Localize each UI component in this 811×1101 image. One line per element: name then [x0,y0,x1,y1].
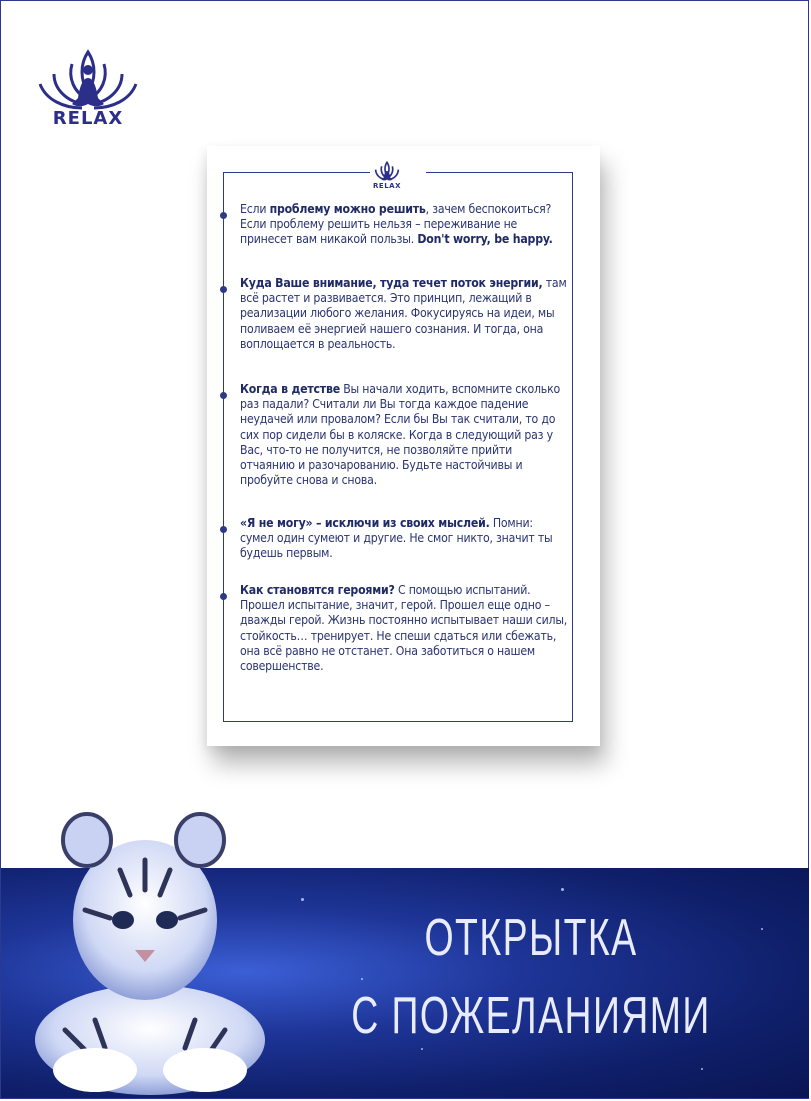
bullet-dot-icon [220,593,227,600]
bullet-dot-icon [220,286,227,293]
wishes-card [207,146,600,746]
card-brand-name: RELAX [373,182,401,190]
banner-title-line1: ОТКРЫТКА [424,909,638,967]
wish-text: Куда Ваше внимание, туда течет поток энергии, там всё растет и развивается. Это принцип, лежащий в реализации любого желания. Фокусируясь на идеи, мы поливаем её энергией нашего сознания. И тогда, она воплощается в реальность. [240,276,567,351]
wish-text: Когда в детстве Вы начали ходить, вспомните сколько раз падали? Считали ли Вы тогда каждое падение неудачей или провалом? Если бы Вы так считали, то до сих пор сидели бы в коляске. Когда в следующий раз у Вас, что-то не получится, не позволяйте прийти отчаянию и разочарованию. Будьте настойчивы и пробуйте снова и снова. [240,382,561,488]
wish-text: «Я не могу» – исключи из своих мыслей. Помни: сумел один сумеют и другие. Не смог никто, значит ты будешь первым. [240,516,553,561]
bullet-dot-icon [220,392,227,399]
wish-text: Как становятся героями? С помощью испытаний. Прошел испытание, значит, герой. Прошел еще одно – дважды герой. Жизнь постоянно испытывает наши силы, стойкость… тренирует. Не спеши сдаться или сбежать, она всё равно не отстанет. Она заботиться о нашем совершенстве. [240,583,568,674]
brand-name: RELAX [52,108,124,129]
white-tiger-cub-image [25,800,265,1100]
bullet-dot-icon [220,212,227,219]
card-frame-top-right [426,172,572,173]
bullet-dot-icon [220,526,227,533]
banner-title-line2: С ПОЖЕЛАНИЯМИ [351,987,711,1045]
card-frame-top-left [224,172,370,173]
wish-text: Если проблему можно решить, зачем беспокоиться? Если проблему решить нельзя – переживание не принесет вам никакой пользы. Don't worry, be happy. [240,202,553,247]
